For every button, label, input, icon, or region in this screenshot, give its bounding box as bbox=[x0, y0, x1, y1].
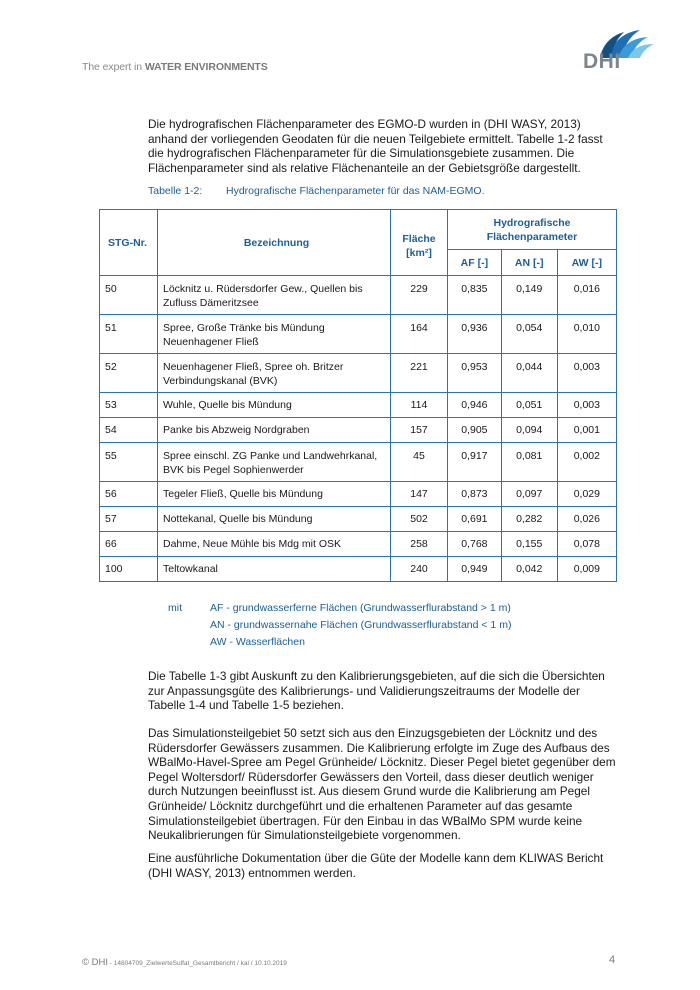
cell-flaeche: 164 bbox=[391, 315, 448, 354]
cell-stg: 55 bbox=[100, 443, 158, 482]
cell-aw: 0,002 bbox=[557, 443, 616, 482]
table-row bbox=[100, 443, 617, 482]
cell-aw: 0,003 bbox=[557, 393, 616, 418]
cell-bezeichnung: Spree einschl. ZG Panke und Landwehrkanal, BVK bis Pegel Sophienwerder bbox=[158, 443, 391, 482]
cell-bezeichnung: Löcknitz u. Rüdersdorfer Gew., Quellen bis Zufluss Dämeritzsee bbox=[158, 276, 391, 315]
legend-an: AN - grundwassernahe Flächen (Grundwasserflurabstand < 1 m) bbox=[210, 619, 512, 631]
cell-bezeichnung: Panke bis Abzweig Nordgraben bbox=[158, 418, 391, 443]
page-number: 4 bbox=[609, 954, 616, 966]
cell-flaeche: 229 bbox=[391, 276, 448, 315]
table-row bbox=[100, 557, 617, 582]
table-row bbox=[100, 315, 617, 354]
cell-aw: 0,010 bbox=[557, 315, 616, 354]
cell-aw: 0,078 bbox=[557, 532, 616, 557]
cell-an: 0,044 bbox=[501, 354, 557, 393]
cell-an: 0,042 bbox=[501, 557, 557, 582]
cell-aw: 0,001 bbox=[557, 418, 616, 443]
cell-aw: 0,009 bbox=[557, 557, 616, 582]
cell-af: 0,835 bbox=[448, 276, 502, 315]
header-stg: STG-Nr. bbox=[100, 210, 158, 276]
cell-flaeche: 157 bbox=[391, 418, 448, 443]
cell-aw: 0,003 bbox=[557, 354, 616, 393]
intro-paragraph: Die hydrografischen Flächenparameter des EGMO-D wurden in (DHI WASY, 2013) anhand der vorliegenden Geodaten für die neuen Teilgebiete ermittelt. Tabelle 1-2 fasst die hydrografischen Flächenparameter für die Simulationsgebiete zusammen. Die Flächenparameter sind als relative Flächenanteile an der Gebietsgröße dargestellt. bbox=[148, 117, 603, 175]
cell-stg: 52 bbox=[100, 354, 158, 393]
paragraph-4: Eine ausführliche Dokumentation über die Güte der Modelle kann dem KLIWAS Bericht (DHI WASY, 2013) entnommen werden. bbox=[148, 851, 604, 880]
dhi-logo bbox=[578, 20, 658, 76]
header-tagline: The expert in WATER ENVIRONMENTS bbox=[82, 61, 268, 73]
cell-aw: 0,029 bbox=[557, 482, 616, 507]
table-row bbox=[100, 532, 617, 557]
footer-reference: - 14804709_ZielwerteSulfat_Gesamtbericht / kal / 10.10.2019 bbox=[108, 960, 287, 967]
header-an: AN [-] bbox=[501, 250, 557, 276]
cell-stg: 66 bbox=[100, 532, 158, 557]
cell-af: 0,905 bbox=[448, 418, 502, 443]
cell-stg: 57 bbox=[100, 507, 158, 532]
legend-af: AF - grundwasserferne Flächen (Grundwasserflurabstand > 1 m) bbox=[210, 602, 511, 614]
cell-af: 0,691 bbox=[448, 507, 502, 532]
cell-flaeche: 45 bbox=[391, 443, 448, 482]
table-row bbox=[100, 507, 617, 532]
cell-af: 0,946 bbox=[448, 393, 502, 418]
header-aw: AW [-] bbox=[557, 250, 616, 276]
table-row bbox=[100, 482, 617, 507]
table-row bbox=[100, 276, 617, 315]
cell-bezeichnung: Teltowkanal bbox=[158, 557, 391, 582]
legend-items bbox=[210, 600, 511, 651]
logo-text: DHI bbox=[583, 50, 621, 73]
cell-stg: 56 bbox=[100, 482, 158, 507]
table-body bbox=[100, 276, 617, 582]
cell-flaeche: 147 bbox=[391, 482, 448, 507]
hydro-parameter-table bbox=[99, 209, 617, 582]
cell-bezeichnung: Spree, Große Tränke bis Mündung Neuenhagener Fließ bbox=[158, 315, 391, 354]
cell-aw: 0,026 bbox=[557, 507, 616, 532]
cell-stg: 100 bbox=[100, 557, 158, 582]
paragraph-2: Die Tabelle 1-3 gibt Auskunft zu den Kalibrierungsgebieten, auf die sich die Übersichten zur Anpassungsgüte des Kalibrierungs- und Validierungszeitraums der Modelle der Tabelle 1-4 und Tabelle 1-5 beziehen. bbox=[148, 669, 605, 713]
cell-an: 0,097 bbox=[501, 482, 557, 507]
header-af: AF [-] bbox=[448, 250, 502, 276]
cell-stg: 54 bbox=[100, 418, 158, 443]
legend-mit: mit bbox=[168, 602, 182, 614]
cell-flaeche: 240 bbox=[391, 557, 448, 582]
cell-flaeche: 502 bbox=[391, 507, 448, 532]
cell-an: 0,149 bbox=[501, 276, 557, 315]
header-bezeichnung: Bezeichnung bbox=[158, 210, 391, 276]
cell-an: 0,081 bbox=[501, 443, 557, 482]
cell-an: 0,054 bbox=[501, 315, 557, 354]
cell-an: 0,051 bbox=[501, 393, 557, 418]
cell-an: 0,155 bbox=[501, 532, 557, 557]
cell-bezeichnung: Tegeler Fließ, Quelle bis Mündung bbox=[158, 482, 391, 507]
cell-flaeche: 258 bbox=[391, 532, 448, 557]
cell-an: 0,282 bbox=[501, 507, 557, 532]
cell-af: 0,949 bbox=[448, 557, 502, 582]
cell-aw: 0,016 bbox=[557, 276, 616, 315]
cell-an: 0,094 bbox=[501, 418, 557, 443]
header-hydro-group: Hydrografische Flächenparameter bbox=[448, 210, 617, 250]
table-row bbox=[100, 393, 617, 418]
table-row bbox=[100, 418, 617, 443]
footer bbox=[82, 957, 287, 968]
cell-bezeichnung: Neuenhagener Fließ, Spree oh. Britzer Verbindungskanal (BVK) bbox=[158, 354, 391, 393]
footer-copyright: © DHI bbox=[82, 957, 108, 968]
table-row bbox=[100, 354, 617, 393]
cell-stg: 53 bbox=[100, 393, 158, 418]
cell-af: 0,936 bbox=[448, 315, 502, 354]
cell-af: 0,917 bbox=[448, 443, 502, 482]
cell-flaeche: 114 bbox=[391, 393, 448, 418]
cell-bezeichnung: Dahme, Neue Mühle bis Mdg mit OSK bbox=[158, 532, 391, 557]
cell-af: 0,768 bbox=[448, 532, 502, 557]
caption-text: Hydrografische Flächenparameter für das NAM-EGMO. bbox=[226, 185, 485, 197]
header-flaeche: Fläche [km²] bbox=[391, 210, 448, 276]
cell-af: 0,873 bbox=[448, 482, 502, 507]
caption-number: Tabelle 1-2: bbox=[148, 185, 203, 197]
cell-af: 0,953 bbox=[448, 354, 502, 393]
paragraph-3: Das Simulationsteilgebiet 50 setzt sich aus den Einzugsgebieten der Löcknitz und des Rüdersdorfer Gewässers zusammen. Die Kalibrierung erfolgte im Zuge des Aufbaus des WBalMo-Havel-Spree am Pegel Grünheide/ Löcknitz. Dieser Pegel bietet gegenüber dem Pegel Woltersdorf/ Rüdersdorfer Gewässers den Vorteil, dass dieser deutlich weniger durch Nutzungen beeinflusst ist. Aus diesem Grund wurde die Kalibrierung am Pegel Grünheide/ Löcknitz durchgeführt und die erhaltenen Parameter auf das gesamte Simulationsteilgebiet übertragen. Für den Einbau in das WBalMo SPM wurde keine Neukalibrierungen für Simulationsteilgebiete vorgenommen. bbox=[148, 726, 616, 843]
table-caption bbox=[148, 185, 485, 197]
legend-aw: AW - Wasserflächen bbox=[210, 636, 305, 648]
cell-stg: 51 bbox=[100, 315, 158, 354]
cell-bezeichnung: Nottekanal, Quelle bis Mündung bbox=[158, 507, 391, 532]
cell-bezeichnung: Wuhle, Quelle bis Mündung bbox=[158, 393, 391, 418]
cell-flaeche: 221 bbox=[391, 354, 448, 393]
cell-stg: 50 bbox=[100, 276, 158, 315]
